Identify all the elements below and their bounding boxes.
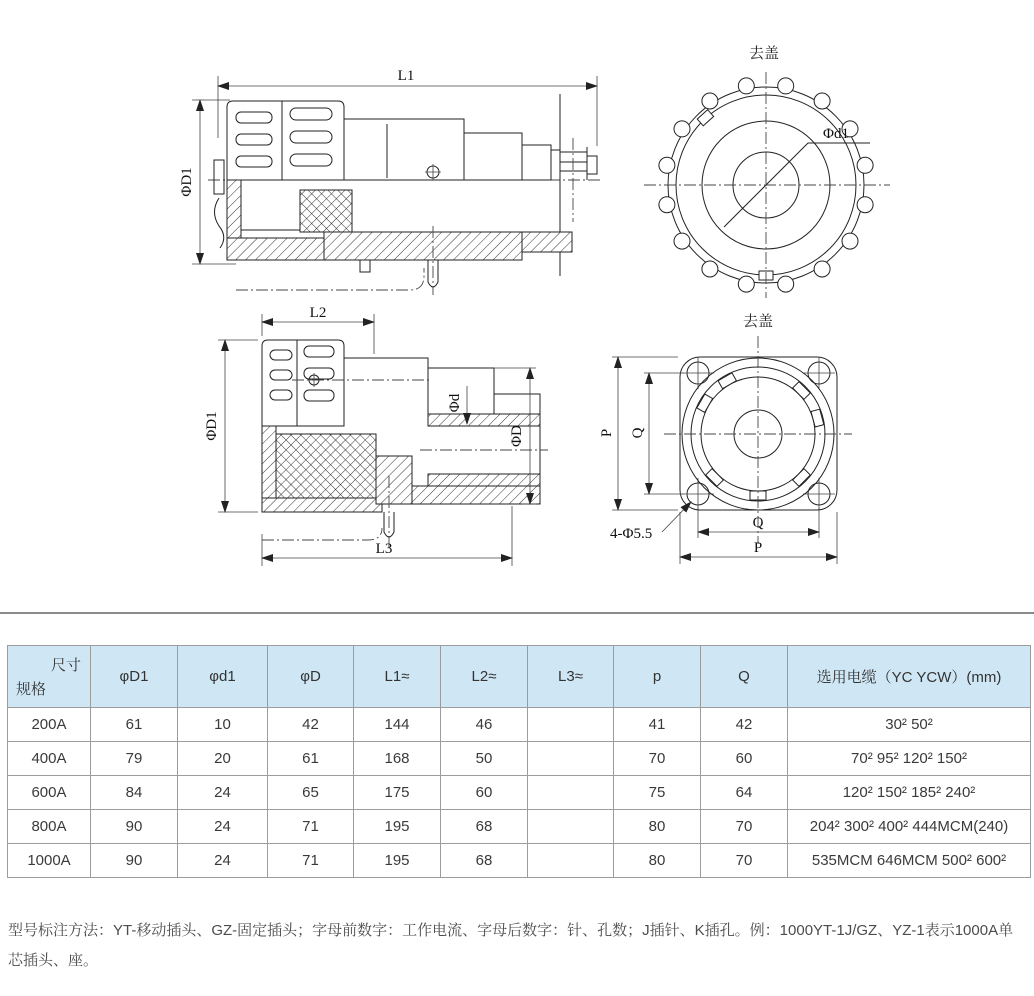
col-header-phi-d1: φd1: [178, 646, 268, 708]
model-designation-note: 型号标注方法：YT-移动插头、GZ-固定插头；字母前数字：工作电流、字母后数字：针、孔数；J插针、K插孔。例：1000YT-1J/GZ、YZ-1表示1000A单芯插头、座。: [8, 922, 1014, 969]
table-row-200a: 200A 61 10 42 144 46 41 42 30² 50²: [8, 708, 1031, 742]
dim-label-q-left: Q: [630, 427, 646, 439]
cable-cell: 30² 50²: [788, 708, 1031, 742]
cable-cell: 535MCM 646MCM 500² 600²: [788, 844, 1031, 878]
dim-label-phi-d-small: Φd: [447, 393, 463, 413]
corner-header-cell: [8, 646, 91, 708]
dim-label-phi-d1: ΦD1: [179, 167, 195, 197]
table-row-600a: 600A 84 24 65 175 60 75 64 120² 150² 185² 240²: [8, 776, 1031, 810]
dim-label-phi-d1: ΦD1: [204, 411, 220, 441]
cable-cell: 204² 300² 400² 444MCM(240): [788, 810, 1031, 844]
table-row-800a: 800A 90 24 71 195 68 80 70 204² 300² 400² 444MCM(240): [8, 810, 1031, 844]
col-header-L1: L1≈: [354, 646, 441, 708]
corner-label-size: 尺寸: [50, 657, 81, 674]
spec-cell: 200A: [8, 708, 91, 742]
mounting-holes-label: 4-Φ5.5: [610, 526, 653, 542]
spec-cell: 600A: [8, 776, 91, 810]
plug-side-geometry: [192, 76, 602, 295]
dim-label-l1: L1: [397, 68, 415, 84]
spec-cell: 800A: [8, 810, 91, 844]
section-divider: [0, 612, 1034, 614]
spec-cell: 1000A: [8, 844, 91, 878]
dim-label-p-bottom: P: [753, 540, 763, 556]
dim-label-p-left: P: [599, 428, 615, 438]
col-header-cable: 选用电缆（YC YCW）(mm): [788, 646, 1031, 708]
table-row-1000a: 1000A 90 24 71 195 68 80 70 535MCM 646MCM 500² 600²: [8, 844, 1031, 878]
col-header-phi-D1: φD1: [91, 646, 178, 708]
dim-label-l3: L3: [375, 541, 393, 557]
plug-front-view-drawing: [628, 38, 913, 298]
socket-side-geometry: [218, 314, 548, 566]
dim-label-phi-d1-inner: Φd1: [823, 126, 849, 142]
col-header-p: p: [614, 646, 701, 708]
col-header-L3: L3≈: [528, 646, 614, 708]
cable-cell: 70² 95² 120² 150²: [788, 742, 1031, 776]
corner-label-spec: 规格: [16, 681, 47, 698]
col-header-Q: Q: [701, 646, 788, 708]
dim-label-phi-d-big: ΦD: [509, 425, 525, 447]
dim-label-l2: L2: [309, 306, 327, 321]
cable-cell: 120² 150² 185² 240²: [788, 776, 1031, 810]
socket-front-view-drawing: [598, 306, 928, 584]
socket-side-section-drawing: [192, 306, 552, 574]
plug-front-geometry: [644, 72, 890, 298]
header-row: [8, 646, 1031, 708]
spec-table: [7, 645, 1031, 878]
table-row-400a: 400A 79 20 61 168 50 70 60 70² 95² 120² 150²: [8, 742, 1031, 776]
col-header-L2: L2≈: [441, 646, 528, 708]
view-title-cover-removed: 去盖: [742, 313, 774, 330]
spec-cell: 400A: [8, 742, 91, 776]
dim-label-q-bottom: Q: [752, 515, 764, 531]
col-header-phi-D: φD: [268, 646, 354, 708]
view-title-cover-removed: 去盖: [748, 45, 780, 62]
plug-side-section-drawing: [178, 40, 608, 298]
